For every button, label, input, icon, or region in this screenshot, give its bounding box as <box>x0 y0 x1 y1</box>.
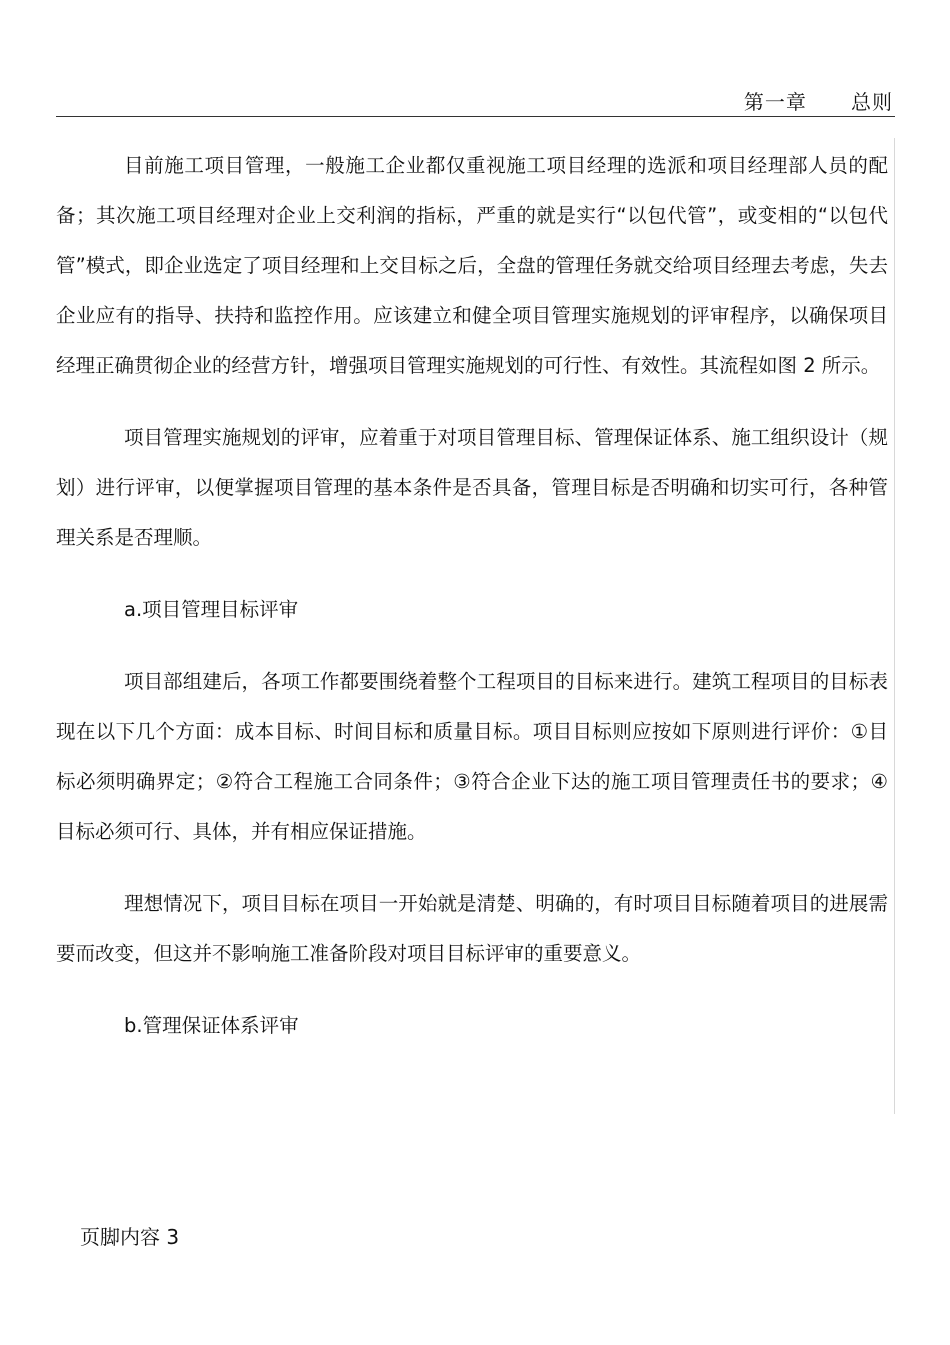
section-a-paragraph-2: 理想情况下，项目目标在项目一开始就是清楚、明确的，有时项目目标随着项目的进展需要而改变，但这并不影响施工准备阶段对项目目标评审的重要意义。 <box>56 892 888 965</box>
section-a-heading: a.项目管理目标评审 <box>124 598 299 621</box>
section-b-heading: b.管理保证体系评审 <box>124 1014 299 1037</box>
chapter-title: 总则 <box>851 90 893 114</box>
chapter-number: 第一章 <box>743 90 807 114</box>
page-body <box>56 141 888 1073</box>
right-margin-line <box>894 138 895 1114</box>
header-divider <box>56 116 895 117</box>
intro-paragraph-1: 目前施工项目管理，一般施工企业都仅重视施工项目经理的选派和项目经理部人员的配备；其次施工项目经理对企业上交利润的指标，严重的就是实行“以包代管”，或变相的“以包代管”模式，即企业选定了项目经理和上交目标之后，全盘的管理任务就交给项目经理去考虑，失去企业应有的指导、扶持和监控作用。应该建立和健全项目管理实施规划的评审程序，以确保项目经理正确贯彻企业的经营方针，增强项目管理实施规划的可行性、有效性。其流程如图 2 所示。 <box>56 154 888 377</box>
page-footer: 页脚内容 3 <box>80 1225 180 1249</box>
section-a-paragraph-1: 项目部组建后，各项工作都要围绕着整个工程项目的目标来进行。建筑工程项目的目标表现在以下几个方面：成本目标、时间目标和质量目标。项目目标则应按如下原则进行评价：①目标必须明确界定；②符合工程施工合同条件；③符合企业下达的施工项目管理责任书的要求；④目标必须可行、具体，并有相应保证措施。 <box>56 670 888 843</box>
intro-paragraph-2: 项目管理实施规划的评审，应着重于对项目管理目标、管理保证体系、施工组织设计（规划）进行评审，以便掌握项目管理的基本条件是否具备，管理目标是否明确和切实可行，各种管理关系是否理顺。 <box>56 426 888 549</box>
page-header <box>744 86 893 115</box>
